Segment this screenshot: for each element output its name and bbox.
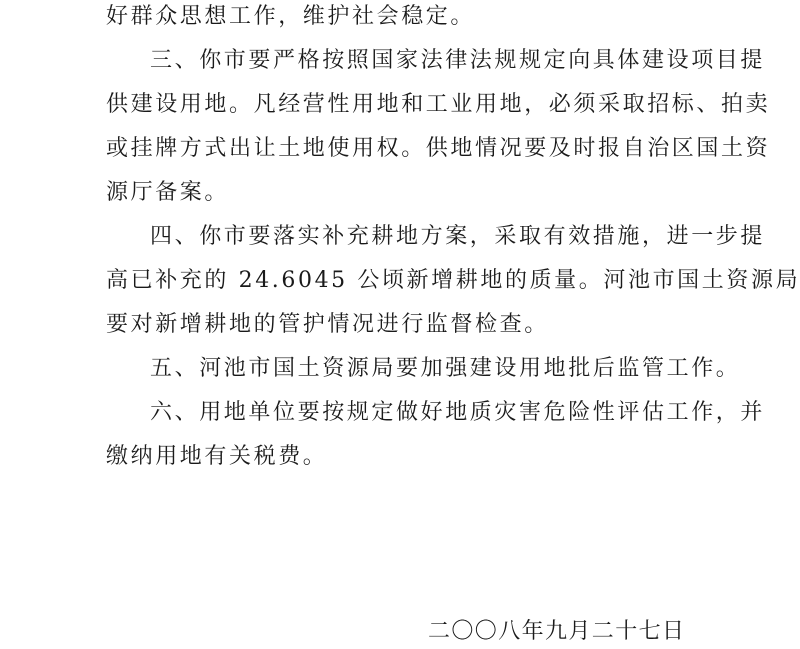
text-line: 或挂牌方式出让土地使用权。供地情况要及时报自治区国土资 <box>106 136 771 161</box>
text-line: 缴纳用地有关税费。 <box>106 444 328 469</box>
text-line-item-3: 三、你市要严格按照国家法律法规规定向具体建设项目提 <box>150 48 766 73</box>
document-date: 二〇〇八年九月二十七日 <box>428 619 686 644</box>
text-line: 高已补充的 24.6045 公顷新增耕地的质量。河池市国土资源局 <box>106 268 800 293</box>
text-line: 要对新增耕地的管护情况进行监督检查。 <box>106 312 549 337</box>
text-line: 源厅备案。 <box>106 180 230 205</box>
text-line: 供建设用地。凡经营性用地和工业用地，必须采取招标、拍卖 <box>106 92 771 117</box>
text-line-continuation: 好群众思想工作，维护社会稳定。 <box>106 4 476 29</box>
text-line-item-4: 四、你市要落实补充耕地方案，采取有效措施，进一步提 <box>150 224 766 249</box>
text-line-item-5: 五、河池市国土资源局要加强建设用地批后监管工作。 <box>150 356 741 381</box>
text-line-item-6: 六、用地单位要按规定做好地质灾害危险性评估工作，并 <box>150 400 766 425</box>
